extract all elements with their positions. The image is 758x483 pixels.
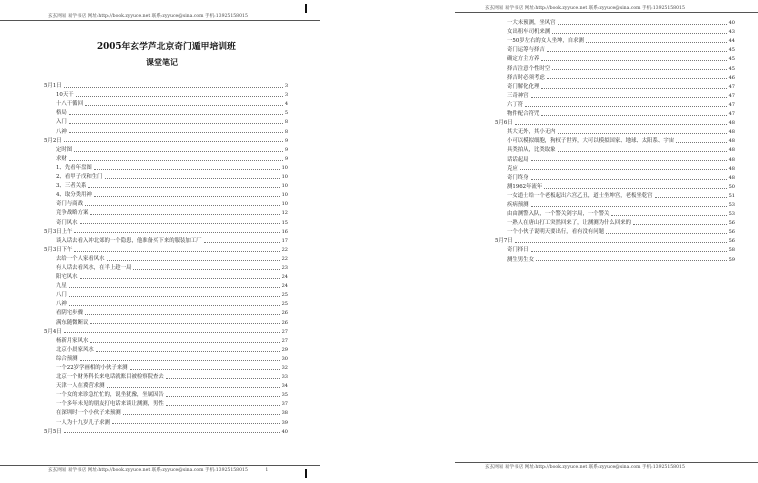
toc-entry-label: 九星 [56, 283, 67, 290]
toc-entry-label: 十八干循回 [56, 101, 83, 108]
toc-page-number: 23 [281, 264, 288, 271]
toc-entry-label: 1、先看年盘图 [56, 164, 92, 171]
toc-page-number: 3 [284, 83, 288, 90]
toc-entry-label: 5月4日 [44, 328, 62, 335]
toc-leader-dots [544, 188, 726, 189]
toc-entry-row[interactable] [44, 144, 288, 153]
toc-entry-label: 一个多年未见的朋友打电话来谈让测测，男性 [56, 401, 164, 408]
toc-entry-row[interactable] [44, 353, 288, 362]
toc-entry-row[interactable] [44, 380, 288, 389]
toc-entry-label: 一女道士给一个老板起出六宫乙丑，道士坐坤宫，老板坐乾宫 [507, 192, 653, 199]
toc-leader-dots [547, 78, 727, 79]
toc-leader-dots [515, 124, 727, 125]
toc-entry-row[interactable] [44, 280, 288, 289]
toc-page-number: 56 [728, 220, 735, 227]
toc-entry-label: 一大未预测，坐风宫 [507, 20, 556, 27]
toc-page-number: 56 [728, 229, 735, 236]
toc-entry-label: 小可以模拟细胞，狗权子世界，大可以模拟国家、地球、太阳系、宇宙 [507, 138, 675, 145]
toc-leader-dots [94, 169, 280, 170]
toc-entry-label: 天津一人在冀营求测 [56, 383, 105, 390]
toc-page-number: 48 [728, 120, 735, 127]
toc-entry-label: 有人话去看风水，在半上趁一局 [56, 264, 132, 271]
toc-leader-dots [130, 369, 280, 370]
toc-leader-dots [166, 396, 280, 397]
toc-entry-label: 一个女的来诊急忙忙的，说坐犹豫，坐属因告 [56, 392, 164, 399]
toc-leader-dots [531, 251, 727, 252]
toc-entry-row[interactable] [44, 89, 288, 98]
toc-leader-dots [552, 33, 726, 34]
toc-entry-row[interactable] [44, 262, 288, 271]
toc-entry-row[interactable] [44, 180, 288, 189]
toc-entry-label: 5月2日 [44, 137, 62, 144]
toc-page-number: 51 [728, 192, 735, 199]
toc-entry-label: 疾病预测 [507, 201, 529, 208]
toc-page-number: 47 [728, 111, 735, 118]
toc-page-number: 5 [284, 110, 288, 117]
toc-entry-row[interactable] [44, 371, 288, 380]
toc-entry-label: 话话起局 [507, 156, 529, 163]
toc-leader-dots [204, 242, 280, 243]
toc-page-number: 56 [728, 238, 735, 245]
toc-page-number: 10 [281, 192, 288, 199]
toc-entry-row[interactable] [44, 253, 288, 262]
toc-entry-row[interactable] [495, 226, 735, 235]
toc-leader-dots [558, 133, 727, 134]
toc-page-number: 10 [281, 164, 288, 171]
toc-entry-label: 一熟人在唐山打工突然回来了，让测测为什么回来的 [507, 220, 631, 227]
toc-page-number: 16 [281, 228, 288, 235]
toc-leader-dots [112, 423, 280, 424]
toc-page-number: 59 [728, 256, 735, 263]
toc-leader-dots [531, 206, 727, 207]
toc-page-number: 24 [281, 274, 288, 281]
toc-page-number: 46 [728, 74, 735, 81]
footer-text: 玄玄网易 易学书店 网址:http://book.zyyuce.net 联系:zyyuce@sina.com 手机:13925158015 [48, 468, 248, 473]
toc-entry-row[interactable] [495, 144, 735, 153]
toc-entry-label: 竞争战略方案 [56, 210, 89, 217]
toc-page-number: 48 [728, 156, 735, 163]
toc-page-number: 47 [728, 101, 735, 108]
page-footer: 玄玄网易 易学书店 网址:http://book.zyyuce.net 联系:zyyuce@sina.com 手机:13925158015 [455, 462, 758, 470]
toc-entry-label: 去给一个人家看风水 [56, 255, 105, 262]
toc-entry-row[interactable] [44, 116, 288, 125]
toc-entry-row[interactable] [44, 298, 288, 307]
toc-leader-dots [558, 151, 727, 152]
toc-section-row[interactable] [495, 117, 735, 126]
toc-entry-label: 物件配合符咒 [507, 111, 540, 118]
toc-leader-dots [90, 214, 279, 215]
toc-section-row[interactable] [44, 226, 288, 235]
toc-leader-dots [123, 414, 280, 415]
toc-page-number: 47 [728, 92, 735, 99]
toc-leader-dots [69, 305, 280, 306]
toc-page-number: 29 [281, 346, 288, 353]
toc-entry-row[interactable] [44, 289, 288, 298]
toc-entry-row[interactable] [44, 307, 288, 316]
toc-entry-row[interactable] [495, 72, 735, 81]
toc-page-number: 10 [281, 183, 288, 190]
toc-leader-dots [552, 69, 726, 70]
toc-entry-row[interactable] [495, 244, 735, 253]
toc-entry-label: 2、看甲子戊和生门 [56, 174, 103, 181]
toc-entry-label: 阳宅风水 [56, 274, 78, 281]
toc-entry-row[interactable] [44, 207, 288, 216]
toc-page-number: 26 [281, 319, 288, 326]
toc-leader-dots [586, 42, 727, 43]
toc-entry-row[interactable] [495, 44, 735, 53]
toc-entry-label: 奇门运筹与择吉 [507, 47, 545, 54]
toc-leader-dots [64, 332, 280, 333]
toc-entry-label: 择吉注意个性时空 [507, 65, 551, 72]
toc-entry-label: 5月3日上午 [44, 228, 73, 235]
toc-entry-label: 八门 [56, 292, 67, 299]
toc-entry-row[interactable] [495, 181, 735, 190]
toc-entry-row[interactable] [495, 90, 735, 99]
toc-leader-dots [64, 141, 283, 142]
toc-entry-row[interactable] [495, 163, 735, 172]
toc-leader-dots [525, 106, 726, 107]
toc-page-number: 48 [728, 138, 735, 145]
toc-entry-label: 在深圳时一个小伙子来预测 [56, 410, 121, 417]
document-title: 2005年玄学芦北京奇门遁甲培训班 [97, 42, 236, 52]
toc-entry-row[interactable] [495, 62, 735, 71]
toc-entry-label: 5月1日 [44, 83, 62, 90]
toc-entry-label: 由由测警入队，一个警关剑字局，一个警关 [507, 211, 610, 218]
toc-entry-label: 一个小伙子说明天要出行，看有没有问题 [507, 229, 605, 236]
toc-entry-label: 奇门与商战 [56, 201, 83, 208]
left-page [0, 0, 320, 483]
toc-page-number: 8 [284, 119, 288, 126]
toc-page-number: 9 [284, 155, 288, 162]
toc-leader-dots [80, 223, 280, 224]
toc-entry-row[interactable] [44, 362, 288, 371]
toc-leader-dots [515, 242, 727, 243]
toc-page-number: 9 [284, 146, 288, 153]
toc-section-row[interactable] [495, 235, 735, 244]
toc-entry-label: 5月5日 [44, 428, 62, 435]
toc-leader-dots [88, 187, 279, 188]
right-edge-mark [305, 469, 307, 478]
toc-leader-dots [90, 323, 279, 324]
toc-entry-label: 5月7日 [495, 238, 513, 245]
toc-page-number: 17 [281, 237, 288, 244]
toc-page-number: 45 [728, 47, 735, 54]
toc-leader-dots [85, 105, 283, 106]
toc-leader-dots [655, 197, 727, 198]
document-subtitle: 课堂笔记 [146, 57, 178, 67]
toc-entry-row[interactable] [495, 17, 735, 26]
toc-entry-row[interactable] [495, 217, 735, 226]
toc-entry-row[interactable] [495, 35, 735, 44]
toc-entry-row[interactable] [44, 416, 288, 425]
toc-leader-dots [69, 123, 283, 124]
toc-entry-row[interactable] [44, 316, 288, 325]
toc-leader-dots [69, 287, 280, 288]
toc-leader-dots [74, 251, 279, 252]
toc-leader-dots [80, 278, 280, 279]
toc-entry-row[interactable] [44, 162, 288, 171]
toc-leader-dots [541, 60, 726, 61]
toc-entry-label: 北京一个财务科长来电话就账目被检察院查去 [56, 374, 164, 381]
toc-leader-dots [606, 233, 727, 234]
toc-page-number: 48 [728, 129, 735, 136]
toc-page-number: 30 [281, 355, 288, 362]
toc-leader-dots [69, 296, 280, 297]
toc-section-row[interactable] [44, 326, 288, 335]
toc-entry-row[interactable] [495, 208, 735, 217]
toc-entry-label: 奇门解化化理 [507, 83, 540, 90]
toc-entry-label: 满东随微断议 [56, 319, 89, 326]
toc-page-number: 22 [281, 255, 288, 262]
toc-entry-label: 10天干 [56, 92, 74, 99]
toc-leader-dots [633, 224, 727, 225]
toc-leader-dots [94, 196, 280, 197]
toc-page-number: 8 [284, 128, 288, 135]
toc-page-number: 40 [728, 20, 735, 27]
toc-page-number: 35 [281, 392, 288, 399]
toc-page-number: 12 [281, 210, 288, 217]
toc-leader-dots [64, 87, 283, 88]
toc-leader-dots [558, 24, 727, 25]
toc-page-number: 47 [728, 83, 735, 90]
toc-entry-label: 定时图 [56, 146, 73, 153]
toc-entry-row[interactable] [495, 81, 735, 90]
toc-leader-dots [133, 269, 279, 270]
toc-entry-label: 三奇神宫 [507, 92, 529, 99]
page-header: 玄玄网易 易学书店 网址:http://book.zyyuce.net 联系:zyyuce@sina.com 手机:13925158015 [0, 13, 320, 21]
toc-entry-row[interactable] [44, 107, 288, 116]
toc-entry-label: 看阴宅步骤 [56, 310, 83, 317]
toc-page-number: 48 [728, 147, 735, 154]
toc-page-number: 45 [728, 56, 735, 63]
toc-leader-dots [166, 378, 280, 379]
toc-entry-row[interactable] [44, 153, 288, 162]
toc-leader-dots [69, 132, 283, 133]
toc-entry-label: 谈入话去看入冲北郊的一个隐患，他准备买下来的服装加工厂 [56, 237, 202, 244]
toc-entry-row[interactable] [495, 108, 735, 117]
toc-page-number: 53 [728, 211, 735, 218]
table-of-contents [44, 80, 288, 435]
toc-leader-dots [541, 115, 726, 116]
toc-leader-dots [676, 142, 727, 143]
toc-entry-label: 奇门风水 [56, 219, 78, 226]
toc-leader-dots [531, 97, 727, 98]
toc-entry-label: 一50岁左右的女人坐坤，自求测 [507, 38, 584, 45]
toc-entry-label: 其大无外，其小无内 [507, 129, 556, 136]
toc-leader-dots [69, 160, 283, 161]
table-of-contents [495, 17, 735, 263]
toc-section-row[interactable] [44, 135, 288, 144]
right-page [455, 0, 758, 483]
toc-entry-label: 测生男生女 [507, 256, 534, 263]
toc-leader-dots [69, 114, 283, 115]
toc-entry-label: 奇门终身 [507, 174, 529, 181]
toc-leader-dots [531, 160, 727, 161]
toc-leader-dots [90, 342, 279, 343]
toc-entry-row[interactable] [495, 26, 735, 35]
toc-leader-dots [85, 205, 280, 206]
toc-entry-label: 克应 [507, 165, 518, 172]
toc-page-number: 37 [281, 401, 288, 408]
toc-entry-label: 3、三者关系 [56, 183, 87, 190]
toc-page-number: 50 [728, 183, 735, 190]
toc-entry-row[interactable] [44, 335, 288, 344]
toc-entry-label: 5月3日下午 [44, 246, 73, 253]
toc-entry-row[interactable] [44, 389, 288, 398]
toc-page-number: 4 [284, 101, 288, 108]
toc-page-number: 3 [284, 92, 288, 99]
toc-entry-label: 4、取分类用神 [56, 192, 92, 199]
toc-leader-dots [64, 432, 280, 433]
toc-section-row[interactable] [44, 426, 288, 435]
toc-entry-row[interactable] [44, 125, 288, 134]
toc-entry-row[interactable] [44, 98, 288, 107]
toc-leader-dots [547, 51, 727, 52]
toc-leader-dots [541, 88, 726, 89]
toc-page-number: 15 [281, 219, 288, 226]
toc-entry-row[interactable] [495, 126, 735, 135]
toc-leader-dots [166, 405, 280, 406]
toc-entry-label: 确定方主方养 [507, 56, 540, 63]
toc-entry-label: 入门 [56, 119, 67, 126]
toc-leader-dots [96, 351, 280, 352]
toc-leader-dots [80, 360, 280, 361]
toc-entry-row[interactable] [44, 344, 288, 353]
toc-entry-label: 格局 [56, 110, 67, 117]
toc-entry-row[interactable] [44, 171, 288, 180]
toc-leader-dots [76, 96, 283, 97]
toc-entry-label: 5月6日 [495, 120, 513, 127]
toc-entry-row[interactable] [495, 190, 735, 199]
toc-entry-row[interactable] [44, 398, 288, 407]
toc-leader-dots [74, 151, 283, 152]
toc-page-number: 40 [281, 428, 288, 435]
toc-leader-dots [611, 215, 726, 216]
toc-entry-label: 一人为十九岁儿子求测 [56, 419, 110, 426]
toc-leader-dots [107, 260, 280, 261]
toc-entry-label: 北京小晨家风水 [56, 346, 94, 353]
toc-entry-label: 六丁符 [507, 101, 524, 108]
toc-page-number: 44 [728, 38, 735, 45]
toc-page-number: 27 [281, 328, 288, 335]
toc-page-number: 27 [281, 337, 288, 344]
toc-page-number: 25 [281, 301, 288, 308]
toc-page-number: 43 [728, 29, 735, 36]
toc-entry-label: 求财 [56, 155, 67, 162]
toc-entry-label: 测1962年流年 [507, 183, 543, 190]
toc-entry-row[interactable] [495, 253, 735, 262]
toc-entry-label: 女出租车司机来测 [507, 29, 551, 36]
toc-leader-dots [520, 169, 727, 170]
toc-entry-label: 八神 [56, 301, 67, 308]
right-edge-mark [305, 4, 307, 13]
footer-page-number: 1 [265, 468, 269, 473]
toc-page-number: 25 [281, 292, 288, 299]
page-footer [0, 465, 320, 473]
toc-entry-row[interactable] [44, 235, 288, 244]
toc-leader-dots [85, 314, 280, 315]
toc-leader-dots [536, 260, 727, 261]
toc-entry-row[interactable] [495, 153, 735, 162]
page-header: 玄玄网易 易学书店 网址:http://book.zyyuce.net 联系:zyyuce@sina.com 手机:13925158015 [455, 5, 758, 13]
toc-page-number: 33 [281, 374, 288, 381]
toc-entry-label: 一个22岁学画相的小伙子来测 [56, 365, 128, 371]
toc-page-number: 58 [728, 247, 735, 254]
toc-section-row[interactable] [44, 80, 288, 89]
toc-entry-row[interactable] [44, 189, 288, 198]
toc-page-number: 53 [728, 201, 735, 208]
toc-entry-row[interactable] [44, 216, 288, 225]
toc-entry-label: 综合预测 [56, 355, 78, 362]
toc-leader-dots [107, 387, 280, 388]
toc-page-number: 45 [728, 65, 735, 72]
toc-leader-dots [74, 232, 279, 233]
toc-page-number: 39 [281, 419, 288, 426]
toc-entry-label: 择吉时必须考虑 [507, 74, 545, 81]
toc-leader-dots [105, 178, 280, 179]
toc-page-number: 24 [281, 283, 288, 290]
toc-page-number: 38 [281, 410, 288, 417]
toc-page-number: 26 [281, 310, 288, 317]
toc-entry-row[interactable] [495, 172, 735, 181]
toc-entry-row[interactable] [495, 135, 735, 144]
toc-entry-label: 奇门择日 [507, 247, 529, 254]
toc-entry-row[interactable] [44, 407, 288, 416]
toc-section-row[interactable] [44, 244, 288, 253]
toc-entry-row[interactable] [495, 199, 735, 208]
toc-entry-row[interactable] [44, 271, 288, 280]
toc-entry-row[interactable] [495, 53, 735, 62]
toc-page-number: 10 [281, 174, 288, 181]
toc-page-number: 22 [281, 246, 288, 253]
toc-page-number: 10 [281, 201, 288, 208]
toc-entry-label: 具类拍从，比类取象 [507, 147, 556, 154]
toc-entry-label: 杨新月家风水 [56, 337, 89, 344]
toc-entry-label: 八神 [56, 128, 67, 135]
toc-page-number: 48 [728, 174, 735, 181]
toc-entry-row[interactable] [495, 99, 735, 108]
toc-leader-dots [531, 179, 727, 180]
toc-page-number: 48 [728, 165, 735, 172]
toc-page-number: 9 [284, 137, 288, 144]
toc-entry-row[interactable] [44, 198, 288, 207]
page-gutter [320, 0, 455, 483]
toc-page-number: 34 [281, 383, 288, 390]
toc-page-number: 32 [281, 365, 288, 371]
